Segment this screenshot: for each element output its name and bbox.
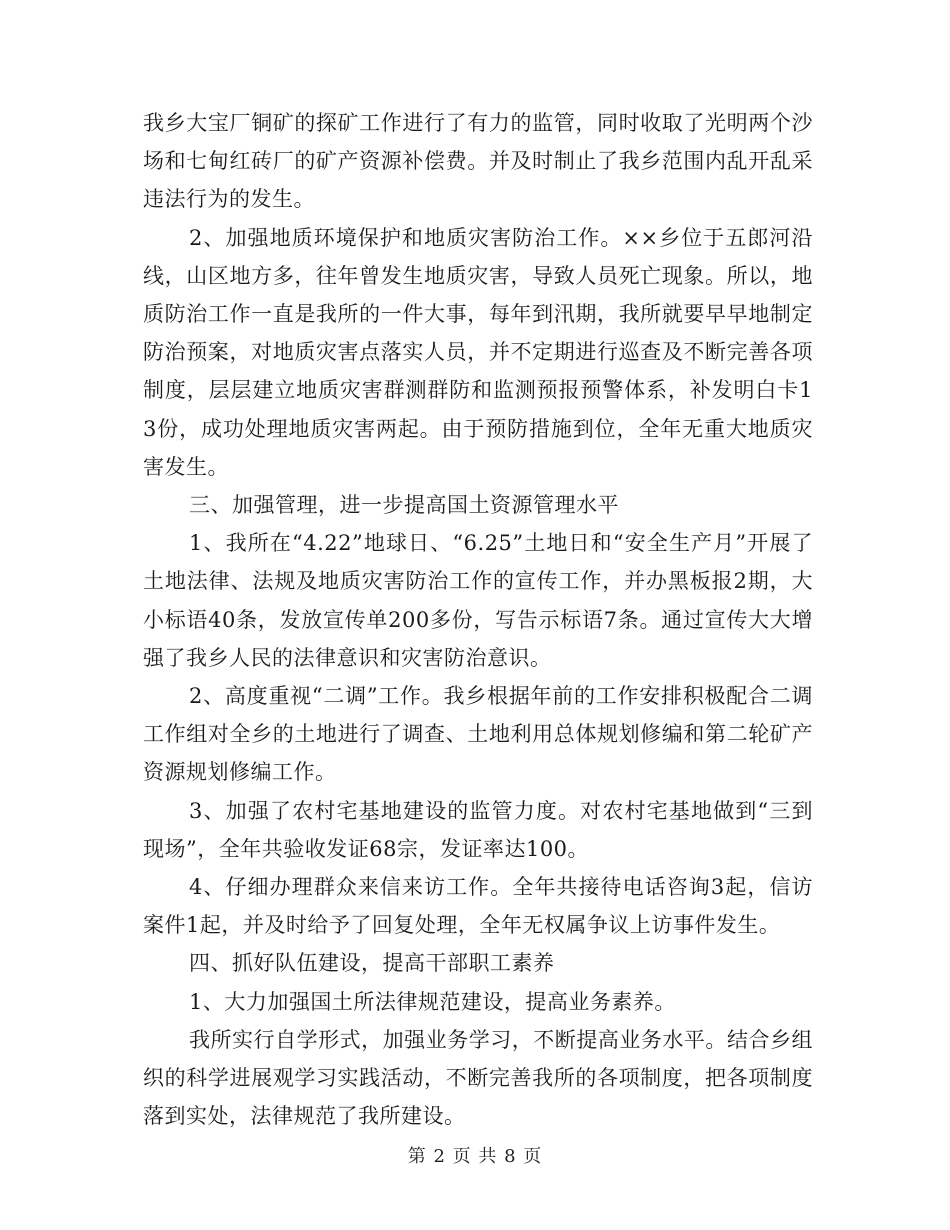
page-number-footer: 第 2 页 共 8 页 — [407, 1146, 543, 1167]
paragraph-second-survey: 2、高度重视“二调”工作。我乡根据年前的工作安排积极配合二调工作组对全乡的土地进行了调查、土地利用总体规划修编和第二轮矿产资源规划修编工作。 — [143, 684, 813, 785]
paragraph-publicity: 1、我所在“4.22”地球日、“6.25”土地日和“安全生产月”开展了土地法律、法规及地质灾害防治工作的宣传工作，并办黑板报2期，大小标语40条，发放宣传单200多份，写告示标语7条。通过宣传大大增强了我乡人民的法律意识和灾害防治意识。 — [143, 531, 813, 670]
paragraph-geo-hazard: 2、加强地质环境保护和地质灾害防治工作。××乡位于五郎河沿线，山区地方多，往年曾发生地质灾害，导致人员死亡现象。所以，地质防治工作一直是我所的一件大事，每年到汛期，我所就要早早地制定防治预案，对地质灾害点落实人员，并不定期进行巡查及不断完善各项制度，层层建立地质灾害群测群防和监测预报预警体系，补发明白卡13份，成功处理地质灾害两起。由于预防措施到位，全年无重大地质灾害发生。 — [143, 225, 813, 479]
document-body — [143, 104, 813, 1135]
paragraph-homestead: 3、加强了农村宅基地建设的监管力度。对农村宅基地做到“三到现场”，全年共验收发证68宗，发证率达100。 — [143, 798, 813, 861]
section-heading-management: 三、加强管理，进一步提高国土资源管理水平 — [189, 493, 619, 518]
paragraph-self-study: 我所实行自学形式，加强业务学习，不断提高业务水平。结合乡组织的科学进展观学习实践活动，不断完善我所的各项制度，把各项制度落到实处，法律规范了我所建设。 — [143, 1027, 813, 1129]
section-heading-team: 四、抓好队伍建设，提高干部职工素养 — [189, 951, 555, 976]
paragraph-legal-construction: 1、大力加强国土所法律规范建设，提高业务素养。 — [189, 989, 676, 1014]
paragraph-petitions: 4、仔细办理群众来信来访工作。全年共接待电话咨询3起，信访案件1起，并及时给予了回复处理，全年无权属争议上访事件发生。 — [143, 875, 813, 938]
paragraph-continuation: 我乡大宝厂铜矿的探矿工作进行了有力的监管，同时收取了光明两个沙场和七甸红砖厂的矿产资源补偿费。并及时制止了我乡范围内乱开乱采违法行为的发生。 — [143, 111, 813, 212]
